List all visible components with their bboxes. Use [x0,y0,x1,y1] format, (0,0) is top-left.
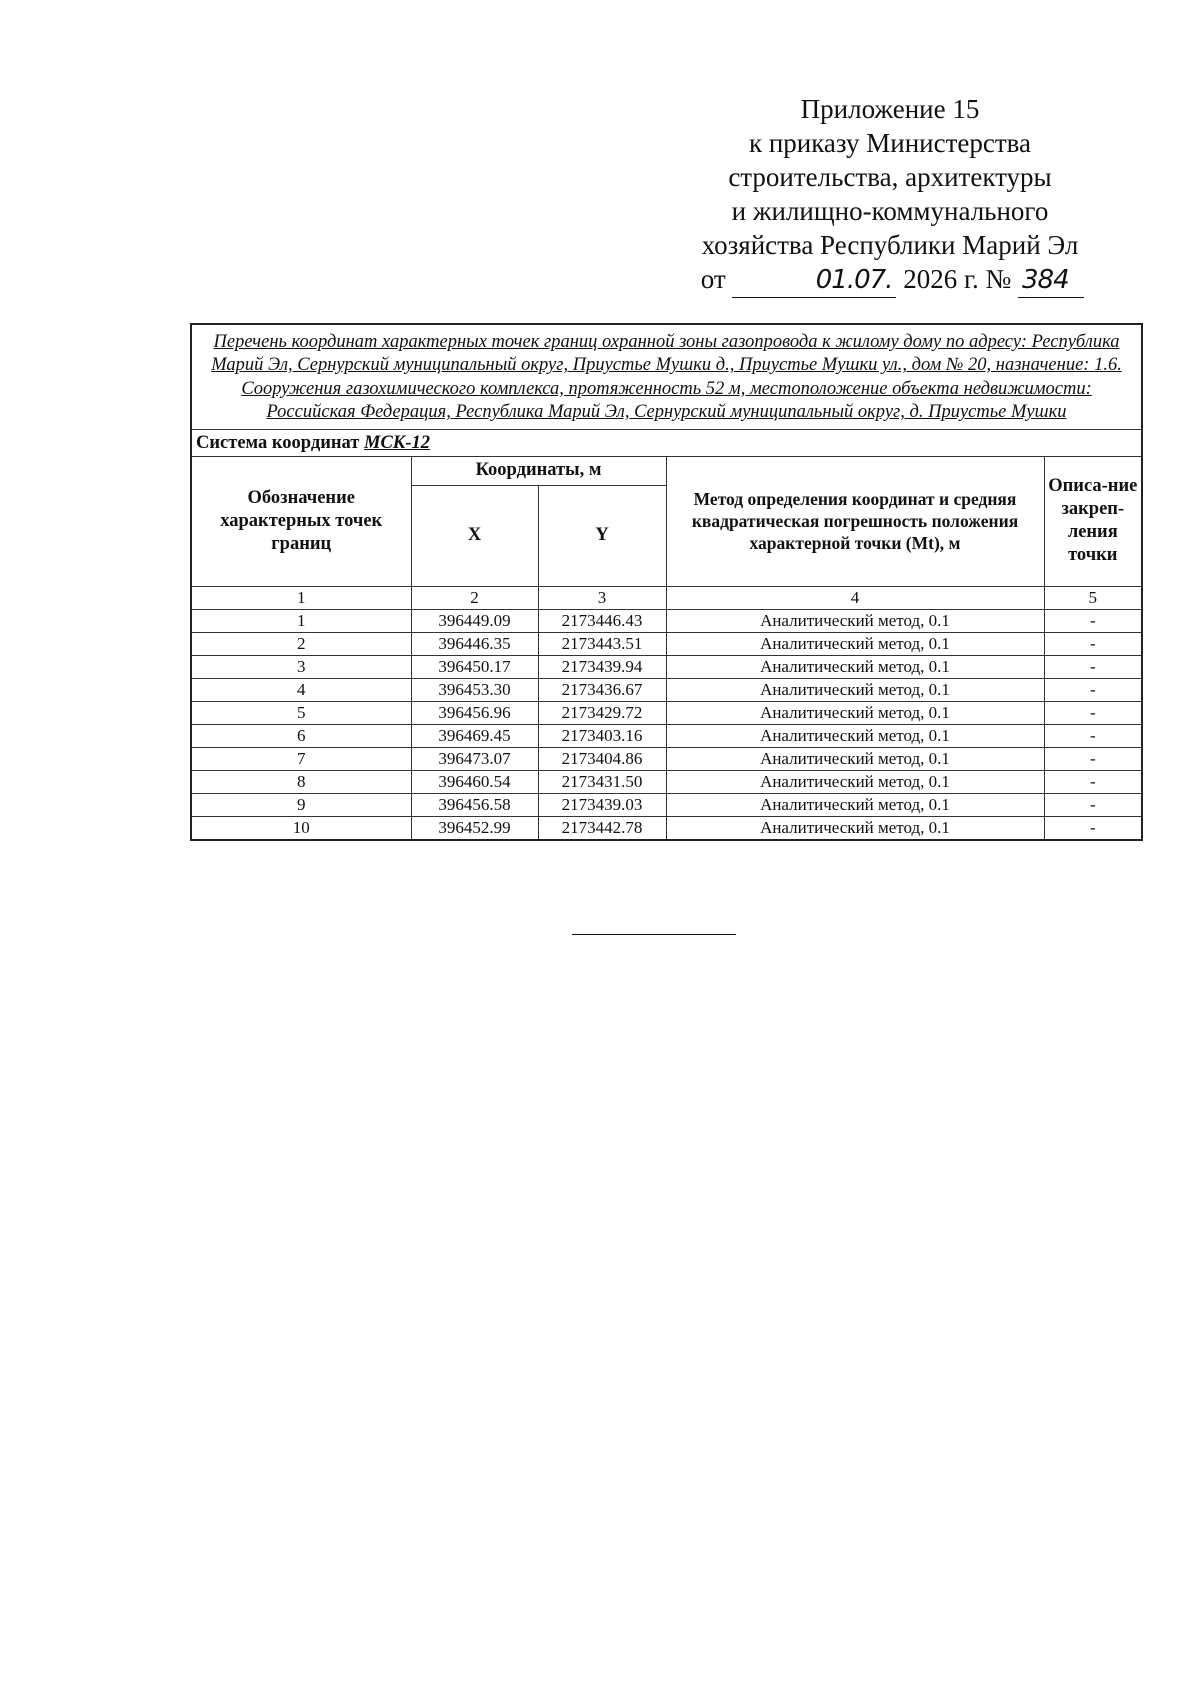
coordinate-system-label: Система координат [196,432,360,453]
cell-method: Аналитический метод, 0.1 [666,793,1044,816]
cell-y: 2173442.78 [538,816,666,840]
cell-x: 396450.17 [411,655,538,678]
cell-description: - [1044,632,1142,655]
cell-x: 396456.58 [411,793,538,816]
table-row [191,632,1142,655]
cell-method: Аналитический метод, 0.1 [666,701,1044,724]
table-row [191,747,1142,770]
cell-point: 5 [191,701,411,724]
cell-x: 396446.35 [411,632,538,655]
header-row-1 [191,456,1142,485]
header-x: X [411,485,538,586]
caption-row [191,324,1142,429]
cell-description: - [1044,816,1142,840]
cell-y: 2173439.94 [538,655,666,678]
cell-y: 2173446.43 [538,609,666,632]
cell-description: - [1044,701,1142,724]
cell-x: 396449.09 [411,609,538,632]
cell-point: 9 [191,793,411,816]
cell-x: 396469.45 [411,724,538,747]
column-number: 5 [1044,586,1142,609]
cell-point: 8 [191,770,411,793]
cell-description: - [1044,678,1142,701]
table-row [191,724,1142,747]
cell-y: 2173403.16 [538,724,666,747]
table-row [191,678,1142,701]
cell-description: - [1044,747,1142,770]
coordinate-system-value: МСК-12 [364,432,430,453]
table-caption: Перечень координат характерных точек границ охранной зоны газопровода к жилому дому по адресу: Республика Марий Эл, Сернурский муниципальный округ, Приустье Мушки д., Приустье Мушки ул., дом № 20, назначение: 1.6. Сооружения газохимического комплекса, протяженность 52 м, местоположение объекта недвижимости: Российская Федерация, Республика Марий Эл, Сернурский муниципальный округ, д. Приустье Мушки [191,324,1142,429]
cell-method: Аналитический метод, 0.1 [666,747,1044,770]
table-row [191,609,1142,632]
cell-x: 396460.54 [411,770,538,793]
cell-description: - [1044,770,1142,793]
table-row [191,770,1142,793]
cell-x: 396473.07 [411,747,538,770]
appendix-line: и жилищно-коммунального [731,196,1049,226]
cell-description: - [1044,655,1142,678]
end-divider [572,934,736,935]
column-number: 4 [666,586,1044,609]
date-year: 2026 г. № [903,264,1012,294]
cell-point: 6 [191,724,411,747]
cell-point: 2 [191,632,411,655]
table-row [191,793,1142,816]
cell-x: 396453.30 [411,678,538,701]
cell-y: 2173439.03 [538,793,666,816]
header-point: Обозначение характерных точек границ [191,456,411,586]
order-date-line [690,262,1090,298]
cell-description: - [1044,609,1142,632]
appendix-title: Приложение 15 [800,94,980,124]
cell-point: 4 [191,678,411,701]
cell-method: Аналитический метод, 0.1 [666,655,1044,678]
appendix-line: строительства, архитектуры [728,162,1052,192]
cell-y: 2173436.67 [538,678,666,701]
cell-method: Аналитический метод, 0.1 [666,678,1044,701]
cell-y: 2173429.72 [538,701,666,724]
cell-method: Аналитический метод, 0.1 [666,816,1044,840]
cell-x: 396456.96 [411,701,538,724]
column-number: 3 [538,586,666,609]
cell-description: - [1044,724,1142,747]
cell-y: 2173443.51 [538,632,666,655]
appendix-header [690,92,1090,298]
cell-point: 10 [191,816,411,840]
header-method: Метод определения координат и средняя квадратическая погрешность положения характерной точки (Mt), м [666,456,1044,586]
cell-y: 2173431.50 [538,770,666,793]
cell-method: Аналитический метод, 0.1 [666,770,1044,793]
header-coordinates: Координаты, м [411,456,666,485]
table-row [191,701,1142,724]
cell-point: 3 [191,655,411,678]
cell-y: 2173404.86 [538,747,666,770]
handwritten-date: 01.07. [732,263,896,298]
table-row [191,816,1142,840]
cell-point: 7 [191,747,411,770]
appendix-line: хозяйства Республики Марий Эл [701,230,1079,260]
table-row [191,655,1142,678]
cell-method: Аналитический метод, 0.1 [666,724,1044,747]
date-prefix: от [700,264,726,294]
handwritten-order-number: 384 [1018,263,1084,298]
header-description: Описа-ние закреп-ления точки [1044,456,1142,586]
coordinate-system [191,429,1142,456]
coordinate-system-row [191,429,1142,456]
coordinates-table [190,323,1143,841]
column-number: 2 [411,586,538,609]
column-number: 1 [191,586,411,609]
cell-method: Аналитический метод, 0.1 [666,609,1044,632]
cell-description: - [1044,793,1142,816]
appendix-line: к приказу Министерства [748,128,1032,158]
cell-x: 396452.99 [411,816,538,840]
cell-point: 1 [191,609,411,632]
column-numbers-row [191,586,1142,609]
header-y: Y [538,485,666,586]
cell-method: Аналитический метод, 0.1 [666,632,1044,655]
